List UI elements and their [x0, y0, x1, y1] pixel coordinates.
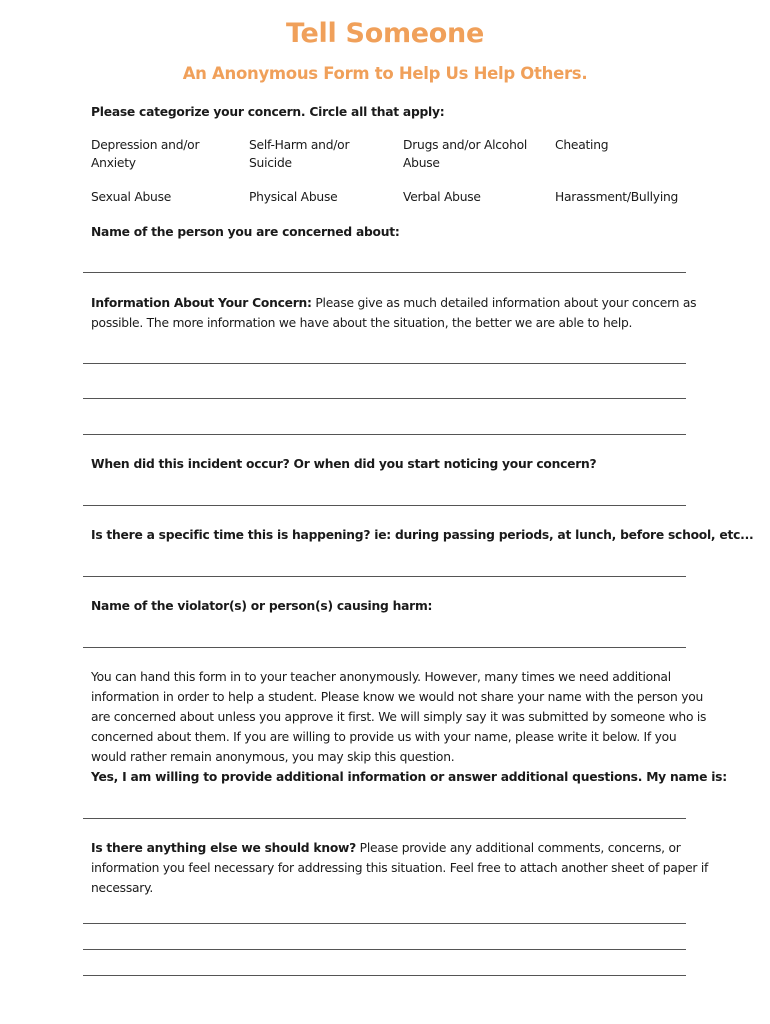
info-text: possible. The more information we have about the situation, the better we are able to help. — [91, 316, 633, 330]
anonymity-text: information in order to help a student. Please know we would not share your name with the person you — [91, 690, 704, 704]
specific-time-label: Is there a specific time this is happening? ie: during passing periods, at lunch, before school, etc... — [91, 528, 754, 542]
category-label: Suicide — [249, 156, 292, 170]
category-drugs-alcohol[interactable] — [403, 136, 527, 172]
anonymity-text: You can hand this form in to your teacher anonymously. However, many times we need additional — [91, 670, 671, 684]
form-subtitle: An Anonymous Form to Help Us Help Others. — [182, 64, 588, 83]
category-label: Self-Harm and/or — [249, 138, 350, 152]
category-sexual-abuse[interactable] — [91, 188, 171, 206]
category-label: Harassment/Bullying — [555, 190, 679, 204]
category-self-harm-suicide[interactable] — [249, 136, 349, 172]
info-answer-line[interactable] — [83, 434, 686, 435]
anything-else-heading: Is there anything else we should know? — [91, 841, 357, 855]
form-title: Tell Someone — [286, 18, 484, 49]
violator-answer-line[interactable] — [83, 647, 686, 648]
anything-else-answer-line[interactable] — [83, 923, 686, 924]
category-prompt: Please categorize your concern. Circle all that apply: — [91, 105, 445, 119]
when-label: When did this incident occur? Or when did you start noticing your concern? — [91, 457, 597, 471]
category-cheating[interactable] — [555, 136, 608, 154]
info-answer-line[interactable] — [83, 363, 686, 364]
category-label: Depression and/or — [91, 138, 200, 152]
anonymity-text: are concerned about unless you approve it first. We will simply say it was submitted by someone who is — [91, 710, 707, 724]
anything-else-text: necessary. — [91, 881, 154, 895]
willing-label: Yes, I am willing to provide additional information or answer additional questions. My name is: — [91, 770, 727, 784]
anonymity-text: concerned about them. If you are willing to provide us with your name, please write it below. If you — [91, 730, 677, 744]
anything-else-question — [91, 838, 709, 898]
info-answer-line[interactable] — [83, 398, 686, 399]
category-label: Sexual Abuse — [91, 190, 172, 204]
category-label: Anxiety — [91, 156, 136, 170]
category-depression-anxiety[interactable] — [91, 136, 199, 172]
anonymity-paragraph — [91, 667, 727, 787]
category-verbal-abuse[interactable] — [403, 188, 481, 206]
info-heading: Information About Your Concern: — [91, 296, 312, 310]
anything-else-answer-line[interactable] — [83, 975, 686, 976]
specific-time-answer-line[interactable] — [83, 576, 686, 577]
my-name-answer-line[interactable] — [83, 818, 686, 819]
person-name-answer-line[interactable] — [83, 272, 686, 273]
category-physical-abuse[interactable] — [249, 188, 337, 206]
category-label: Abuse — [403, 156, 440, 170]
category-label: Verbal Abuse — [403, 190, 481, 204]
category-harassment-bullying[interactable] — [555, 188, 678, 206]
person-name-label: Name of the person you are concerned about: — [91, 225, 400, 239]
anything-else-text: Please provide any additional comments, concerns, or — [356, 841, 681, 855]
anything-else-answer-line[interactable] — [83, 949, 686, 950]
violator-label: Name of the violator(s) or person(s) causing harm: — [91, 599, 433, 613]
category-label: Physical Abuse — [249, 190, 338, 204]
info-question — [91, 293, 697, 333]
when-answer-line[interactable] — [83, 505, 686, 506]
category-label: Drugs and/or Alcohol — [403, 138, 528, 152]
anything-else-text: information you feel necessary for addressing this situation. Feel free to attach another sheet of paper if — [91, 861, 709, 875]
info-text: Please give as much detailed information about your concern as — [311, 296, 697, 310]
category-label: Cheating — [555, 138, 609, 152]
anonymity-text: would rather remain anonymous, you may skip this question. — [91, 750, 455, 764]
